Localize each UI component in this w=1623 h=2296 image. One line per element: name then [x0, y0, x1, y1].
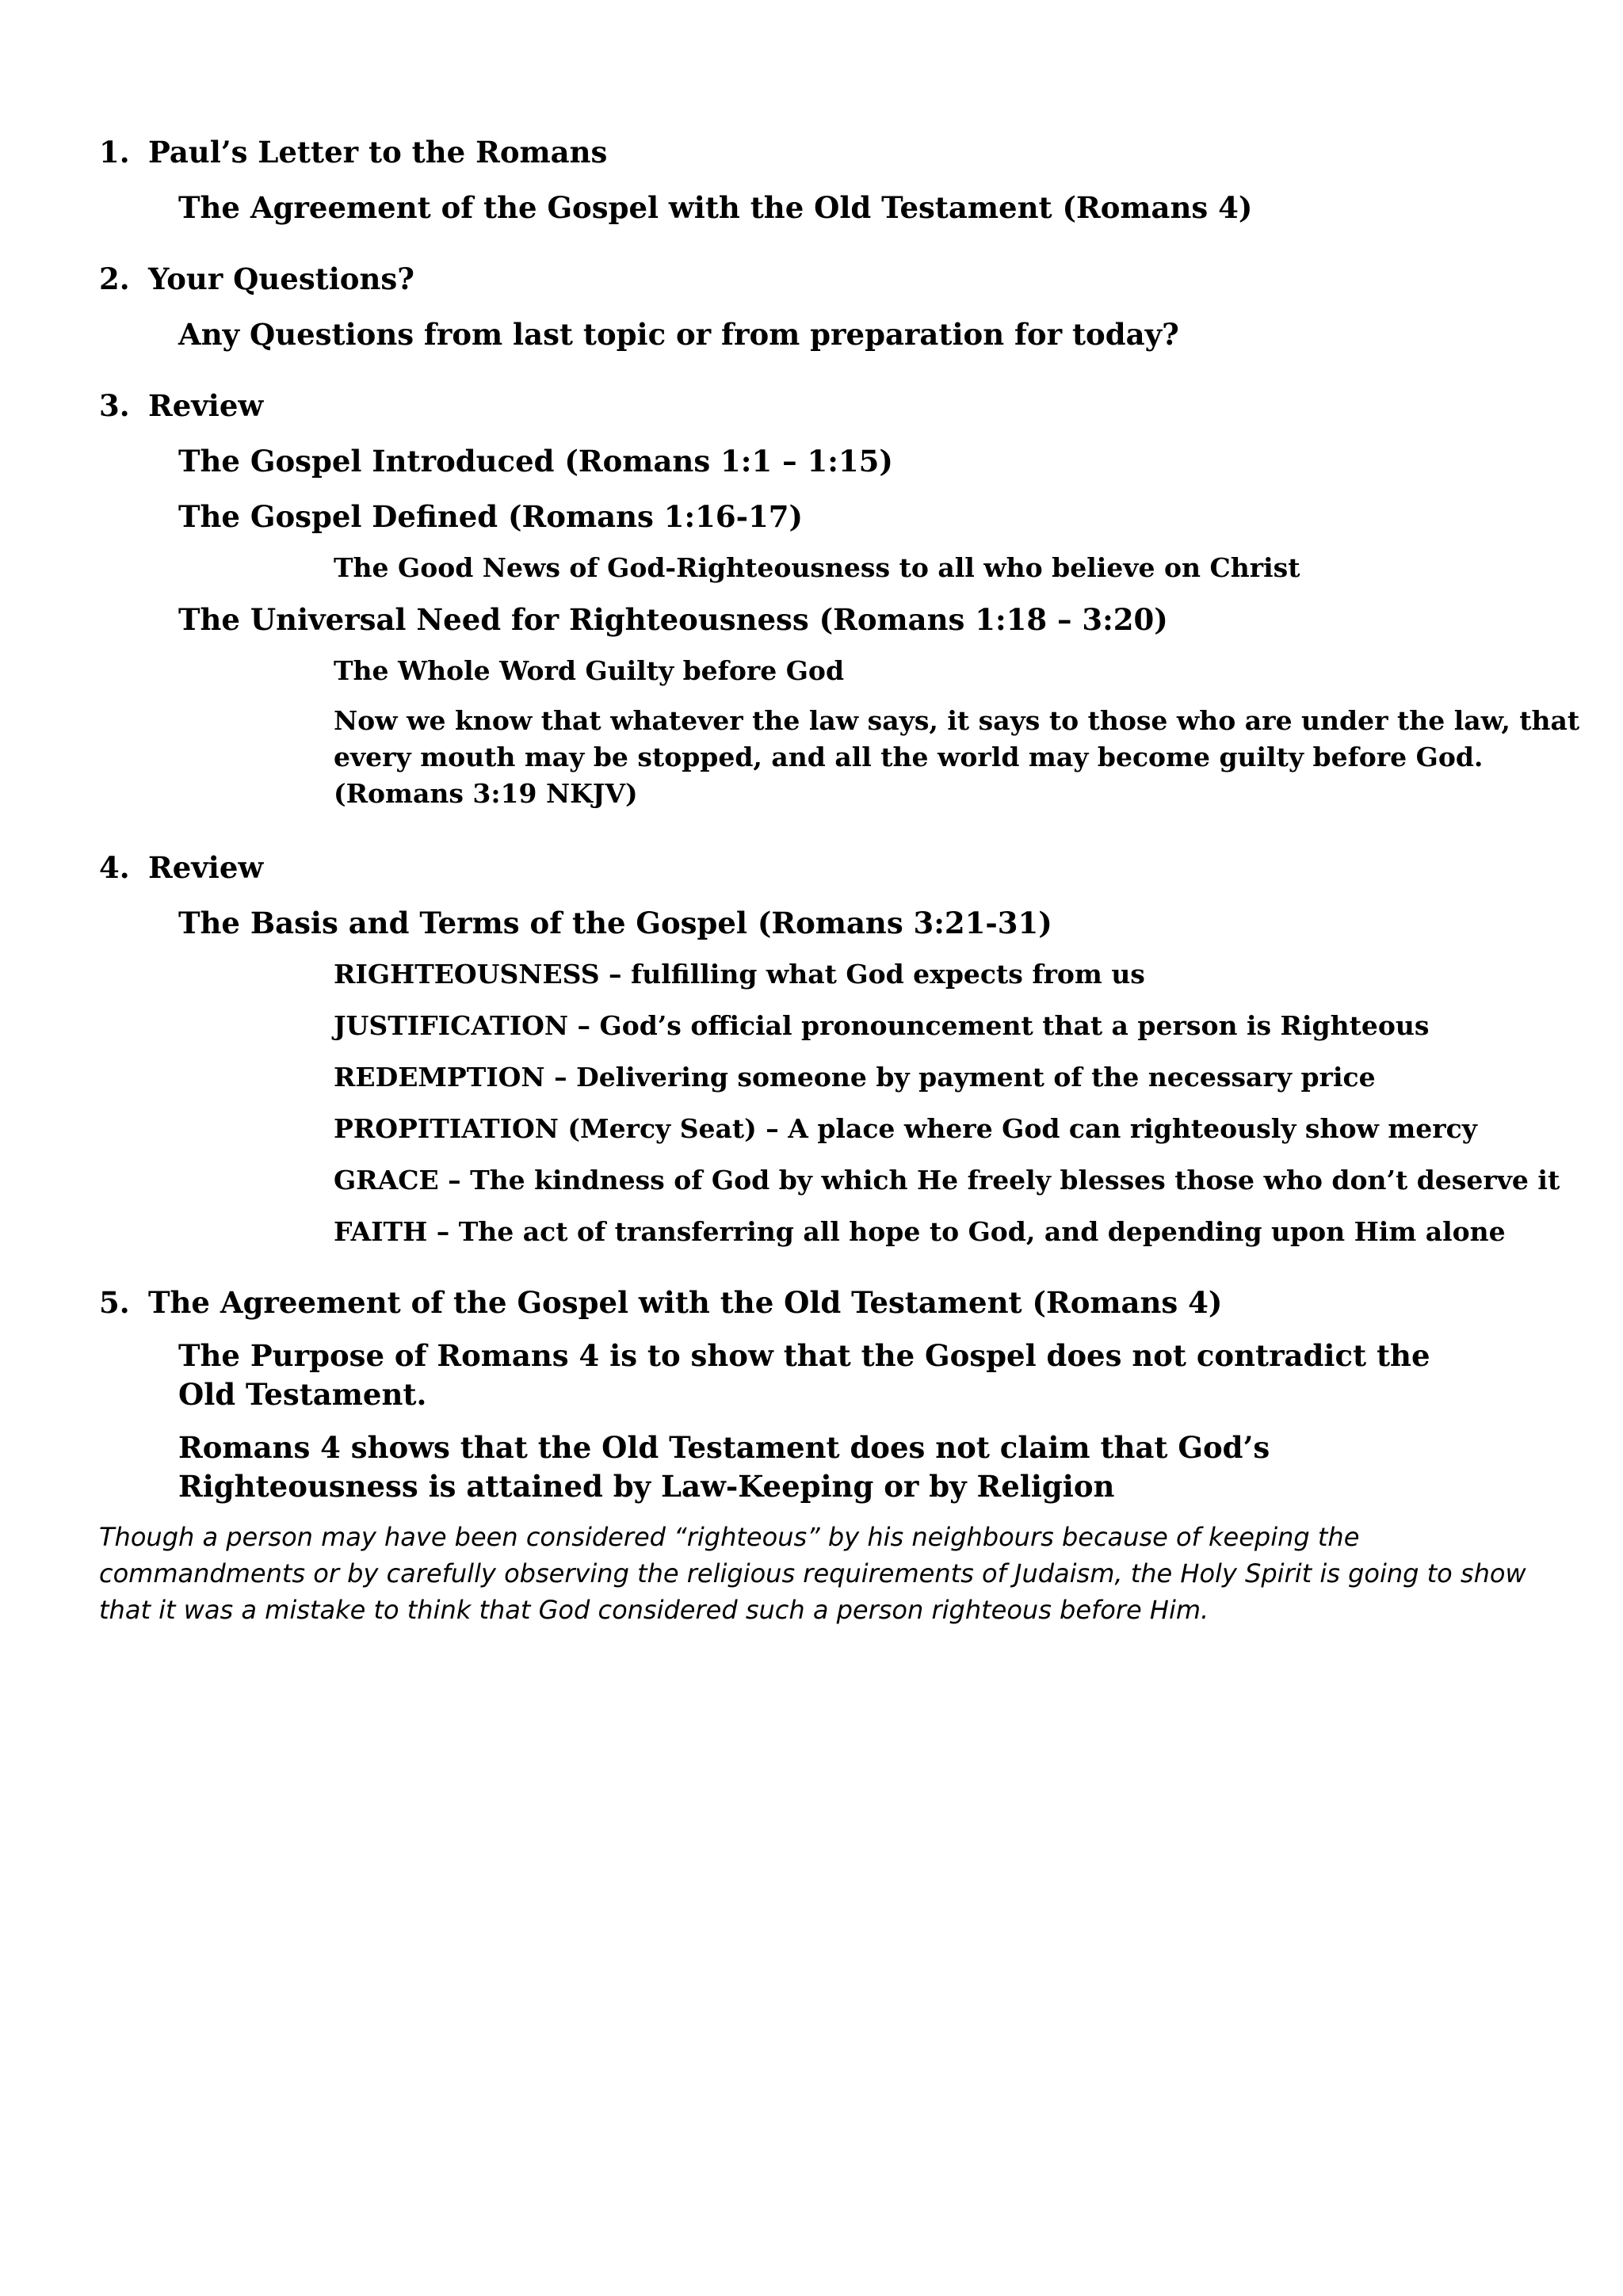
section-title: Paul’s Letter to the Romans [148, 135, 608, 170]
section-number: 1. [99, 135, 130, 170]
term-definition: PROPITIATION (Mercy Seat) – A place where God can righteously show mercy [334, 1113, 1477, 1144]
section-heading [99, 132, 1541, 172]
term-definition: REDEMPTION – Delivering someone by payment of the necessary price [334, 1062, 1376, 1093]
section-2 [99, 259, 1541, 354]
section-item: Romans 4 shows that the Old Testament does not claim that God’s Righteousness is attained by Law-Keeping or by Religion [178, 1430, 1270, 1504]
term-definition: RIGHTEOUSNESS – fulfilling what God expects from us [334, 959, 1145, 990]
section-subitem: The Good News of God-Righteousness to all who believe on Christ [334, 552, 1300, 583]
section-item: The Agreement of the Gospel with the Old Testament (Romans 4) [178, 190, 1253, 225]
section-item: Any Questions from last topic or from preparation for today? [178, 317, 1179, 352]
section-title: Review [148, 388, 264, 423]
section-number: 2. [99, 261, 130, 296]
section-heading [99, 848, 1541, 887]
section-item: The Universal Need for Righteousness (Romans 1:18 – 3:20) [178, 602, 1168, 637]
term-definition: FAITH – The act of transferring all hope to God, and depending upon Him alone [334, 1216, 1506, 1247]
section-1 [99, 132, 1541, 227]
section-title: Review [148, 850, 264, 885]
section-title: Your Questions? [148, 261, 414, 296]
section-item: The Gospel Introduced (Romans 1:1 – 1:15) [178, 444, 893, 479]
section-heading [99, 386, 1541, 425]
section-title: The Agreement of the Gospel with the Old Testament (Romans 4) [148, 1285, 1223, 1320]
section-number: 3. [99, 388, 130, 423]
section-4 [99, 848, 1560, 1249]
section-number: 4. [99, 850, 130, 885]
section-heading [99, 259, 1541, 299]
section-item: The Purpose of Romans 4 is to show that the Gospel does not contradict the Old Testament. [178, 1338, 1430, 1412]
section-3 [99, 386, 1580, 812]
section-item: The Basis and Terms of the Gospel (Romans 3:21-31) [178, 906, 1052, 940]
section-5 [99, 1283, 1541, 1506]
section-heading [99, 1283, 1541, 1322]
term-definition: GRACE – The kindness of God by which He freely blesses those who don’t deserve it [334, 1165, 1560, 1196]
commentary-paragraph: Though a person may have been considered “righteous” by his neighbours because of keeping the commandments or by carefully observing the religious requirements of Judaism, the Holy Spirit is going to show that it was a mistake to think that God considered such a person righteous before Him. [99, 1522, 1526, 1625]
section-item: The Gospel Defined (Romans 1:16-17) [178, 499, 803, 534]
scripture-quote: Now we know that whatever the law says, it says to those who are under the law, that every mouth may be stopped, and all the world may become guilty before God. (Romans 3:19 NKJV) [334, 705, 1580, 809]
section-subitem: The Whole Word Guilty before God [334, 655, 845, 686]
term-definition: JUSTIFICATION – God’s official pronouncement that a person is Righteous [334, 1010, 1430, 1041]
section-number: 5. [99, 1285, 130, 1320]
